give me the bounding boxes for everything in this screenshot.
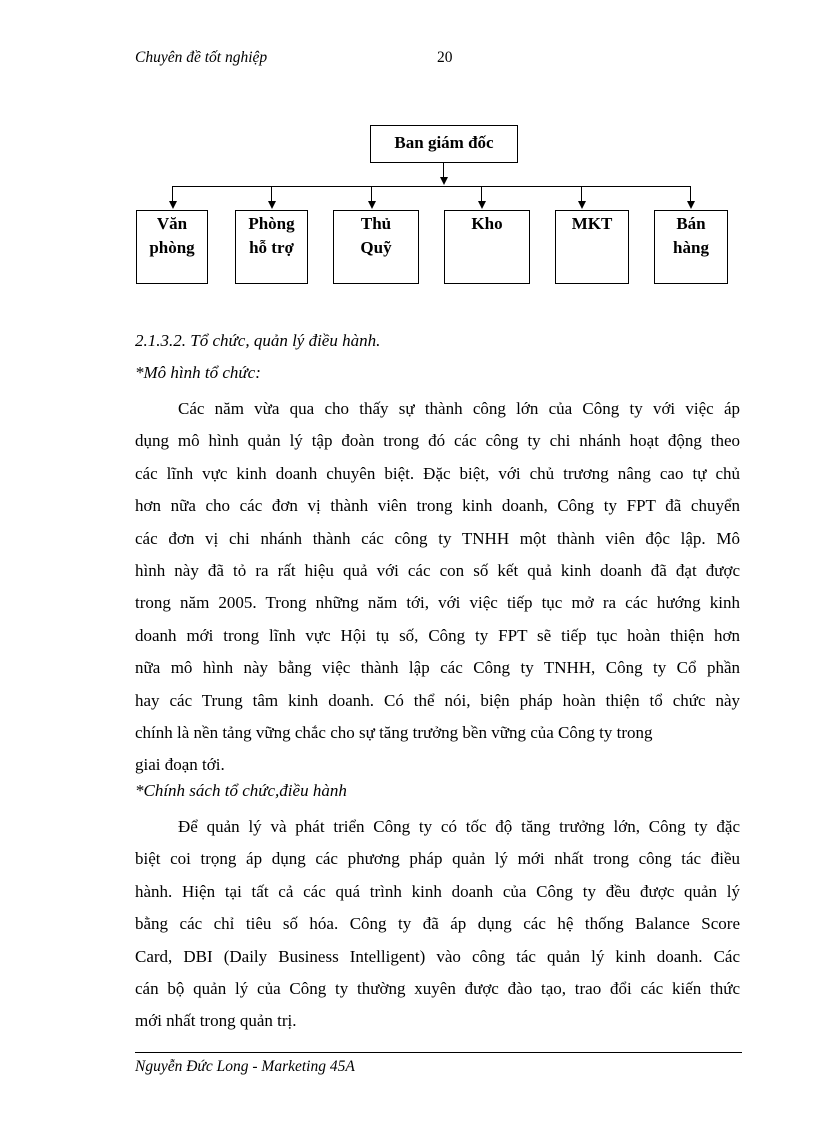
org-box-line1: Văn bbox=[156, 214, 188, 233]
text-line: cán bộ quản lý của Công ty thường xuyên được đào tạo, trao đổi các kiến thức bbox=[135, 978, 740, 998]
paragraph-chinh-sach bbox=[135, 811, 740, 1038]
text-line: nữa mô hình này bằng việc thành lập các Công ty TNHH, Công ty Cổ phần bbox=[135, 658, 740, 678]
text-line: Để quản lý và phát triển Công ty có tốc độ tăng trưởng lớn, Công ty đặc bbox=[178, 817, 740, 836]
footer-divider bbox=[135, 1052, 742, 1053]
text-line: hình này đã tỏ ra rất hiệu quả với các con số kết quả kinh doanh đã đạt được bbox=[135, 560, 740, 580]
text-line: dụng mô hình quản lý tập đoàn trong đó các công ty chi nhánh hoạt động theo bbox=[135, 431, 740, 451]
text-line: mới nhất trong quản trị. bbox=[135, 1011, 297, 1031]
text-line: hành. Hiện tại tất cả các quá trình kinh doanh của Công ty đều được quản lý bbox=[135, 881, 740, 901]
text-line: chính là nền tảng vững chắc cho sự tăng trưởng bền vững của Công ty trong bbox=[135, 722, 653, 742]
text-line: các đơn vị chi nhánh thành các công ty TNHH một thành viên độc lập. Mô bbox=[135, 528, 740, 548]
subheading-chinh-sach: *Chính sách tổ chức,điều hành bbox=[135, 781, 347, 800]
connector-horizontal bbox=[172, 186, 690, 187]
org-box-line2: Quỹ bbox=[360, 238, 392, 257]
org-box-thu-quy bbox=[333, 210, 419, 284]
org-box-ban-hang bbox=[654, 210, 728, 284]
connector-arrow-top bbox=[440, 177, 448, 185]
footer-author: Nguyễn Đức Long - Marketing 45A bbox=[135, 1058, 355, 1075]
page-number: 20 bbox=[437, 49, 453, 66]
org-box-line1: Bán bbox=[676, 214, 706, 233]
text-line: hơn nữa cho các đơn vị thành viên trong kinh doanh, Công ty FPT đã chuyển bbox=[135, 496, 740, 516]
connector-arrow-4 bbox=[478, 201, 486, 209]
org-box-line2: hỗ trợ bbox=[249, 238, 294, 257]
text-line: Các năm vừa qua cho thấy sự thành công lớn của Công ty với việc áp bbox=[178, 399, 740, 418]
org-box-line1: Kho bbox=[471, 214, 503, 233]
connector-arrow-2 bbox=[268, 201, 276, 209]
org-box-line1: Phòng bbox=[248, 214, 295, 233]
text-line: trong năm 2005. Trong những năm tới, với việc tiếp tục mở ra các hướng kinh bbox=[135, 593, 740, 613]
org-box-line1: MKT bbox=[571, 214, 613, 233]
text-line: biệt coi trọng áp dụng các phương pháp quản lý mới nhất trong công tác điều bbox=[135, 849, 740, 869]
section-heading: 2.1.3.2. Tổ chức, quản lý điều hành. bbox=[135, 331, 381, 350]
org-box-line2 bbox=[445, 235, 529, 237]
text-line: Card, DBI (Daily Business Intelligent) vào công tác quản lý kinh doanh. Các bbox=[135, 946, 740, 966]
org-box-mkt bbox=[555, 210, 629, 284]
org-box-line2: phòng bbox=[149, 238, 195, 257]
text-line: hay các Trung tâm kinh doanh. Có thể nói, biện pháp hoàn thiện tổ chức này bbox=[135, 690, 740, 710]
org-box-kho bbox=[444, 210, 530, 284]
connector-drop-1 bbox=[172, 186, 173, 202]
subheading-mo-hinh: *Mô hình tổ chức: bbox=[135, 363, 261, 382]
connector-drop-5 bbox=[581, 186, 582, 202]
text-line: doanh mới trong lĩnh vực Hội tụ số, Công ty FPT sẽ tiếp tục hoàn thiện hơn bbox=[135, 625, 740, 645]
org-box-line1: Thủ bbox=[360, 214, 392, 233]
text-line: bằng các chỉ tiêu số hóa. Công ty đã áp dụng các hệ thống Balance Score bbox=[135, 914, 740, 934]
connector-drop-2 bbox=[271, 186, 272, 202]
text-line: các lĩnh vực kinh doanh chuyên biệt. Đặc biệt, với chủ trương nâng cao tự chủ bbox=[135, 463, 740, 483]
org-box-ban-giam-doc bbox=[370, 125, 518, 163]
text-line: giai đoạn tới. bbox=[135, 755, 225, 775]
connector-drop-6 bbox=[690, 186, 691, 202]
org-box-van-phong bbox=[136, 210, 208, 284]
connector-drop-3 bbox=[371, 186, 372, 202]
connector-arrow-5 bbox=[578, 201, 586, 209]
org-box-phong-ho-tro bbox=[235, 210, 308, 284]
org-box-ban-giam-doc-label: Ban giám đốc bbox=[394, 133, 494, 152]
org-box-line2: hàng bbox=[673, 238, 709, 257]
paragraph-mo-hinh bbox=[135, 393, 740, 782]
connector-arrow-3 bbox=[368, 201, 376, 209]
org-box-line2 bbox=[556, 235, 628, 237]
connector-arrow-1 bbox=[169, 201, 177, 209]
connector-arrow-6 bbox=[687, 201, 695, 209]
connector-drop-4 bbox=[481, 186, 482, 202]
header-title: Chuyên đề tốt nghiệp bbox=[135, 49, 268, 66]
